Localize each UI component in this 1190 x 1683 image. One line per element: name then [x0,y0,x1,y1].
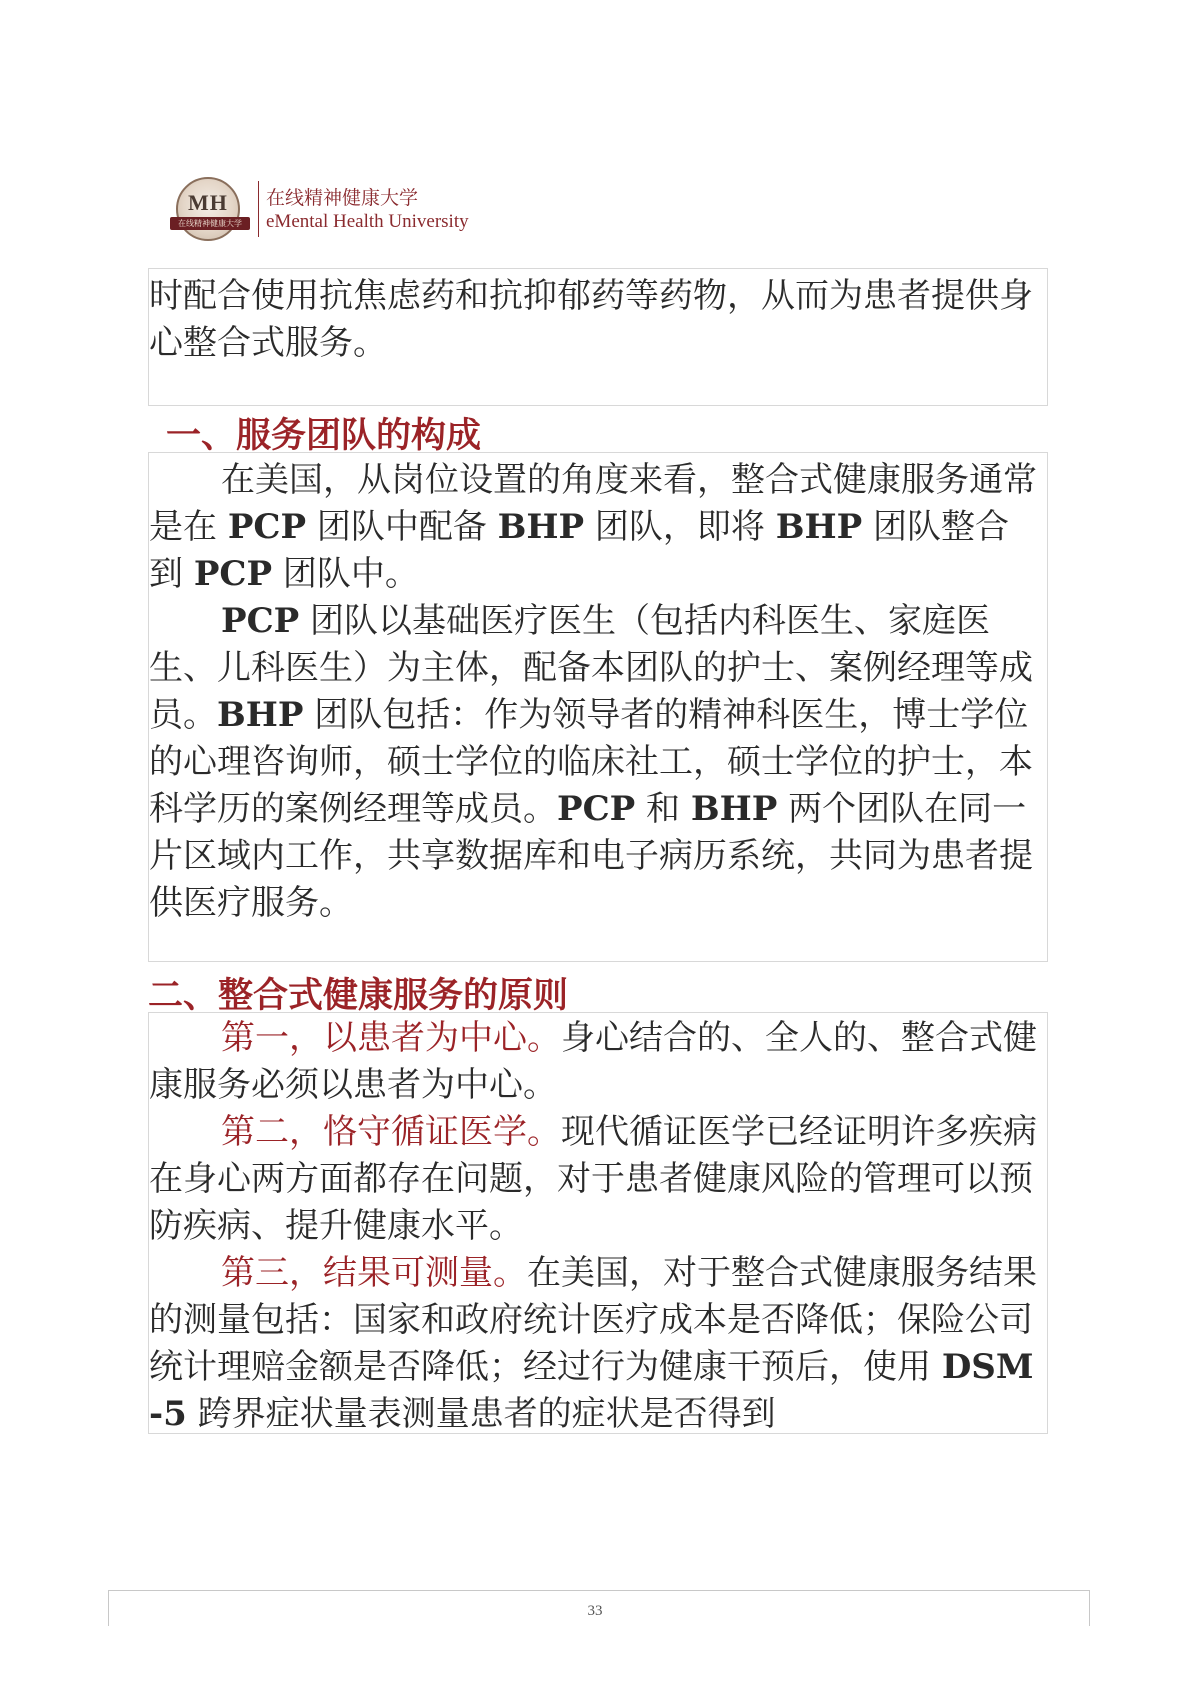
principle-3-lead: 第三，结果可测量。 [221,1253,527,1293]
principles-section-box [148,1012,1048,1434]
section-heading-principles: 二、整合式健康服务的原则 [148,975,569,1016]
university-seal [176,177,240,241]
principle-1-lead: 第一，以患者为中心。 [221,1018,561,1058]
footer-rule [108,1590,1090,1591]
team-section-box [148,452,1048,962]
header-logo [170,173,500,245]
page-number: 33 [587,1603,603,1619]
university-name-cn: 在线精神健康大学 [266,187,419,209]
seal-ribbon-text: 在线精神健康大学 [178,219,242,228]
continuation-box [148,268,1048,406]
principle-2: 第二，恪守循证医学。现代循证医学已经证明许多疾病在身心两方面都存在问题，对于患者健康风险的管理可以预防疾病、提升健康水平。 [149,1112,1037,1246]
principle-2-lead: 第二，恪守循证医学。 [221,1112,561,1152]
principle-1: 第一，以患者为中心。身心结合的、全人的、整合式健康服务必须以患者为中心。 [149,1018,1037,1105]
university-name-en: eMental Health University [266,211,469,232]
seal-initials: MH [188,190,228,215]
logo-divider [258,181,259,237]
principle-3: 第三，结果可测量。在美国，对于整合式健康服务结果的测量包括：国家和政府统计医疗成本是否降低；保险公司统计理赔金额是否降低；经过行为健康干预后，使用 DSM-5 跨界症状量表测量患者的症状是否得到 [149,1253,1037,1434]
continuation-paragraph: 时配合使用抗焦虑药和抗抑郁药等药物，从而为患者提供身心整合式服务。 [149,276,1033,363]
section-heading-team: 一、服务团队的构成 [166,415,482,456]
team-paragraph-2: PCP 团队以基础医疗医生（包括内科医生、家庭医生、儿科医生）为主体，配备本团队的护士、案例经理等成员。BHP 团队包括：作为领导者的精神科医生，博士学位的心理咨询师，硕士学位的临床社工，硕士学位的护士，本科学历的案例经理等成员。PCP 和 BHP 两个团队在同一片区域内工作，共享数据库和电子病历系统，共同为患者提供医疗服务。 [149,601,1033,923]
team-paragraph-1: 在美国，从岗位设置的角度来看，整合式健康服务通常是在 PCP 团队中配备 BHP 团队，即将 BHP 团队整合到 PCP 团队中。 [149,460,1037,594]
seal-ribbon [170,217,250,230]
